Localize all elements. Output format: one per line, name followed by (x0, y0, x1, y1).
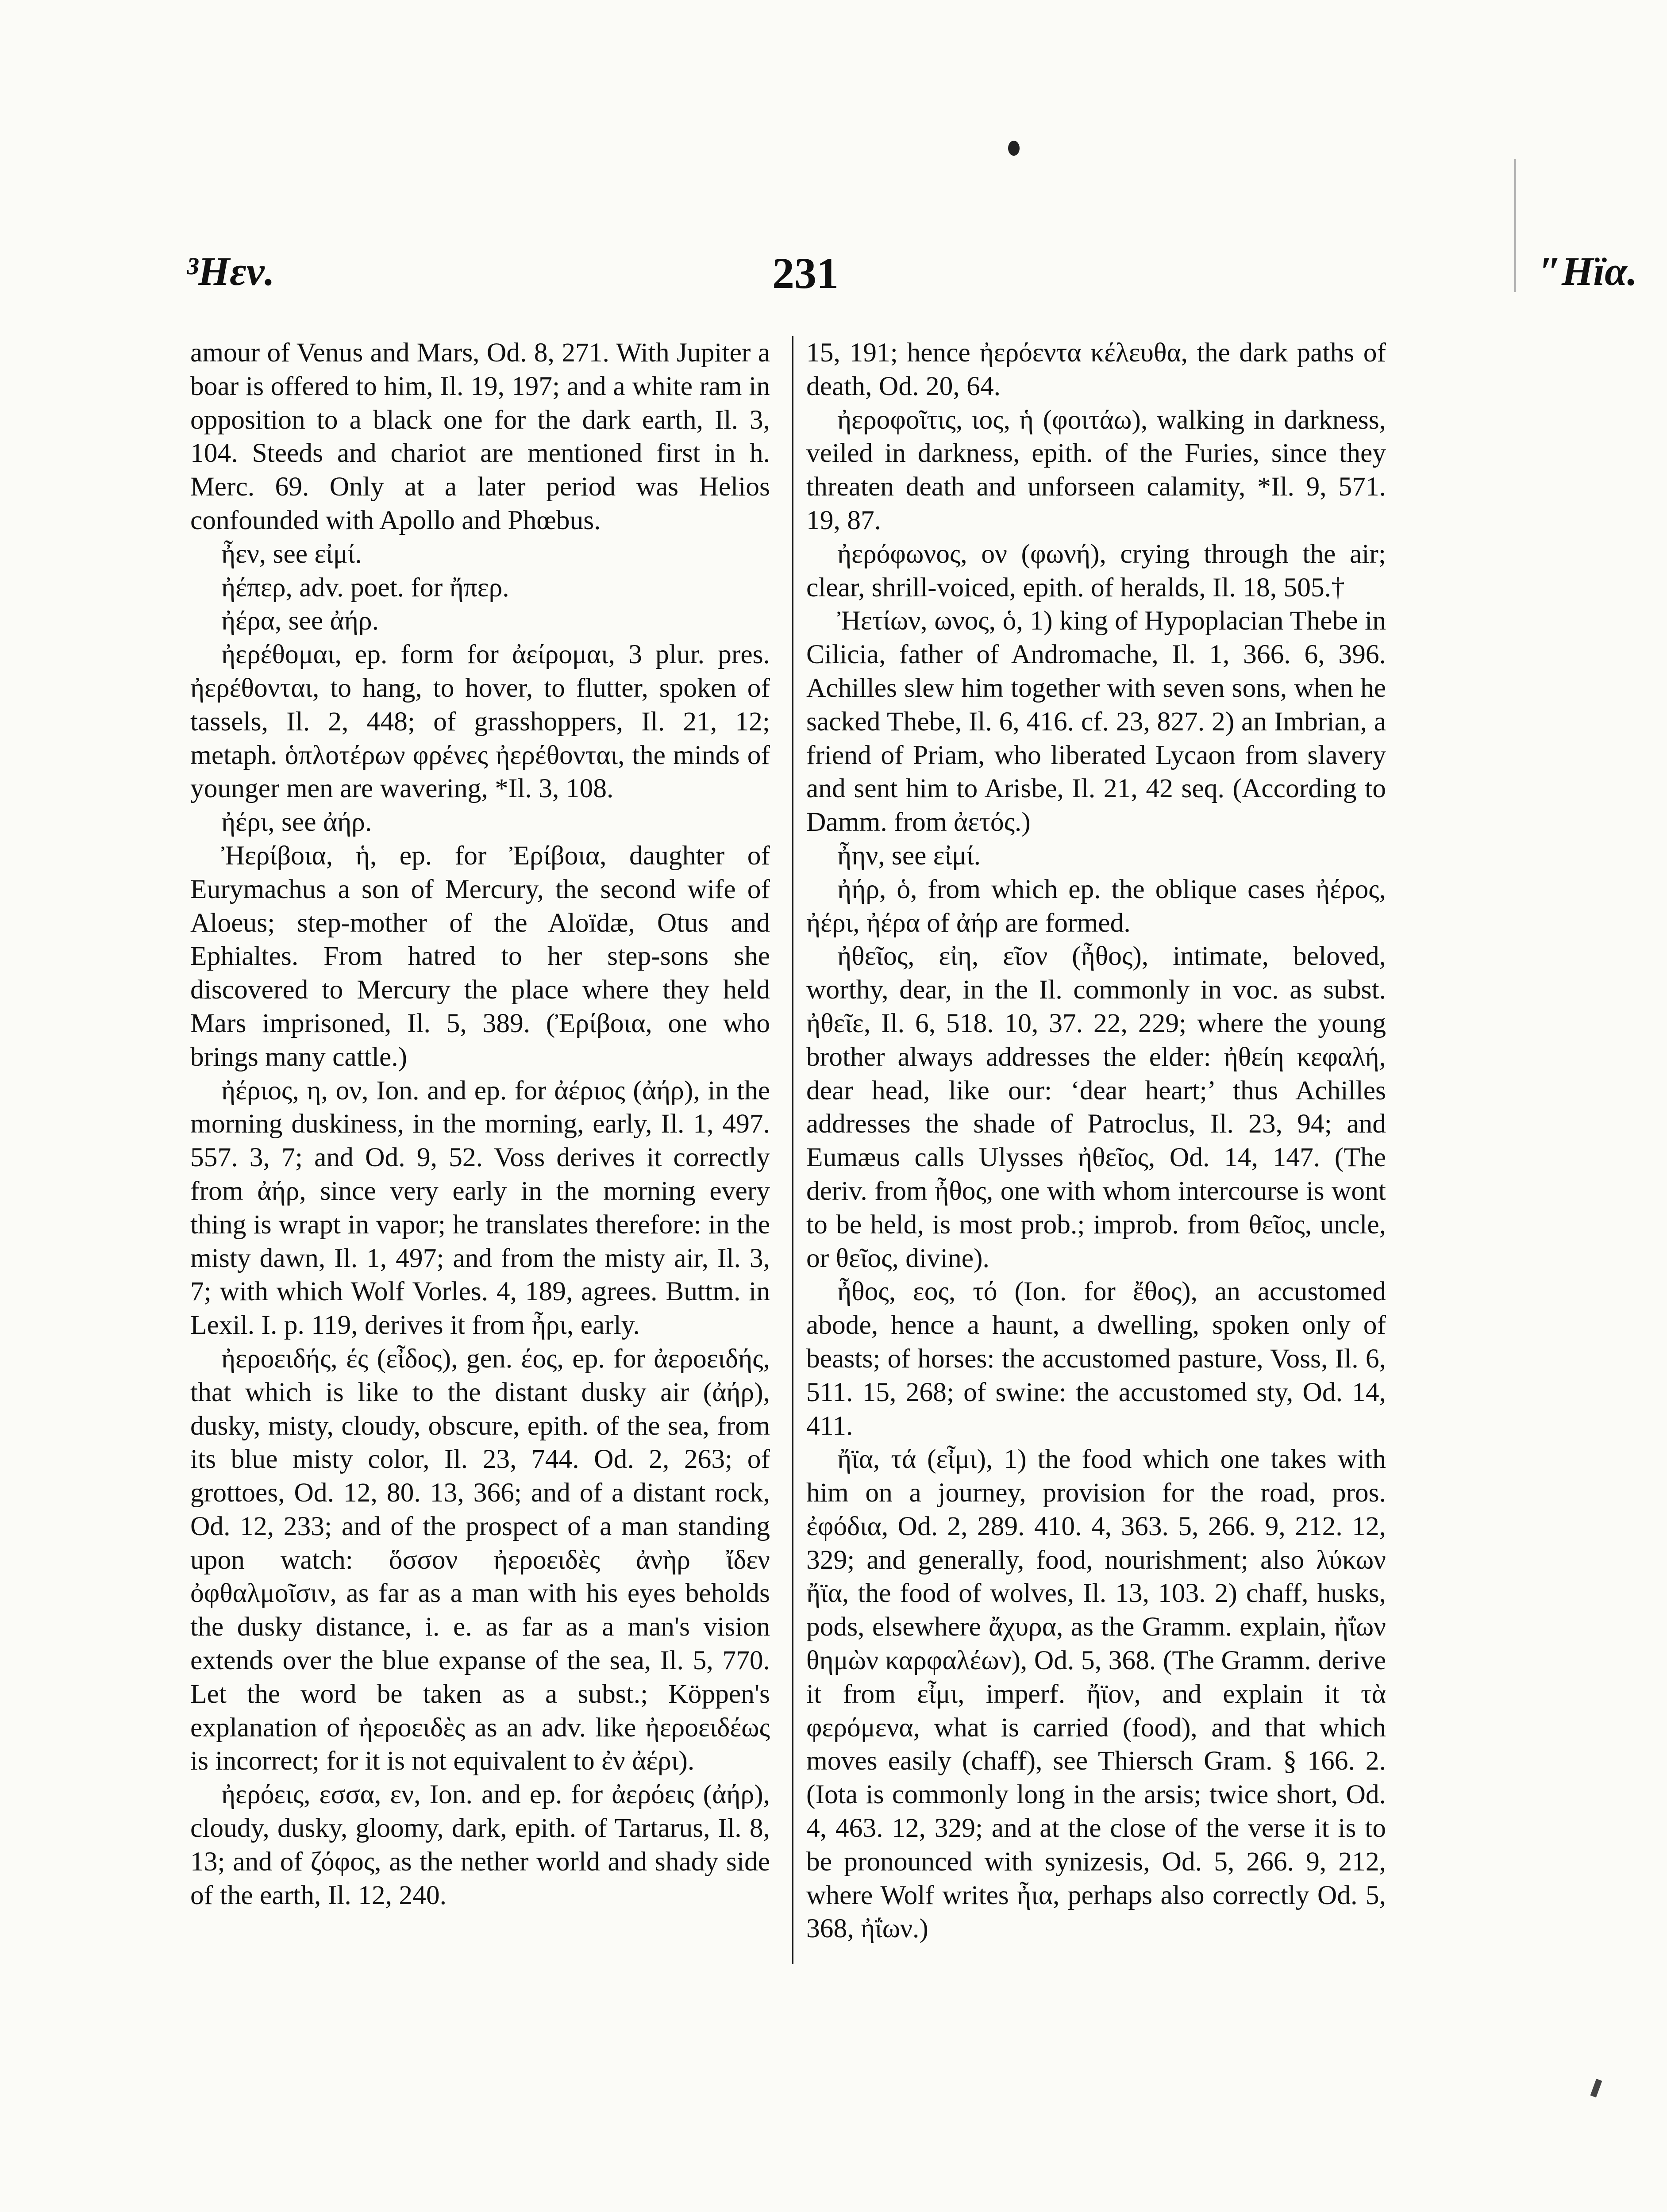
entry: ἠεροειδής, ές (εἶδος), gen. έος, ep. for ἀεροειδής, that which is like to the distant dusky air (ἀήρ), dusky, misty, cloudy, obscure, epith. of the sea, from its blue misty color, Il. 23, 744. Od. 2, 263; of grottoes, Od. 12, 80. 13, 366; and of a distant rock, Od. 12, 233; and of the prospect of a man standing upon watch: ὅσσον ἠεροειδὲς ἀνὴρ ἴδεν ὀφθαλμοῖσιν, as far as a man with his eyes beholds the dusky distance, i. e. as far as a man's vision extends over the blue expanse of the sea, Il. 5, 770. Let the word be taken as a subst.; Köppen's explanation of ἠεροειδὲς as an adv. like ἠεροειδέως is incorrect; for it is not equivalent to ἐν ἀέρι). (190, 1343, 770, 1776)
entry: ἠέριος, η, ον, Ion. and ep. for ἀέριος (ἀήρ), in the morning duskiness, in the morning, early, Il. 1, 497. 557. 3, 7; and Od. 9, 52. Voss derives it correctly from ἀήρ, since very early in the morning every thing is wrapt in vapor; he translates therefore: in the misty dawn, Il. 1, 497; and from the misty air, Il. 3, 7; with which Wolf Vorles. 4, 189, agrees. Buttm. in Lexil. I. p. 119, derives it from ἦρι, early. (190, 1075, 770, 1340)
entry: ἠέρι, see ἀήρ. (221, 807, 372, 837)
right-column (806, 336, 1386, 1946)
header-left-guideword: ³Ηεν. (186, 249, 275, 294)
column-divider (792, 336, 793, 1964)
left-column (190, 336, 770, 1912)
entry: ἠερέθομαι, ep. form for ἀείρομαι, 3 plur. pres. ἠερέθονται, to hang, to hover, to flutter, spoken of tassels, Il. 2, 448; of grasshoppers, Il. 21, 12; metaph. ὁπλοτέρων φρένες ἠερέθονται, the minds of younger men are wavering, *Il. 3, 108. (190, 639, 770, 804)
entry: ἠήρ, ὁ, from which ep. the oblique cases ἠέρος, ἠέρι, ἠέρα of ἀήρ are formed. (806, 874, 1386, 938)
entry: Ἠερίβοια, ἡ, ep. for Ἐρίβοια, daughter of Eurymachus a son of Mercury, the second wife of Aloeus; step-mother of the Aloïdæ, Otus and Ephialtes. From hatred to her step-sons she discovered to Mercury the place where they held Mars imprisoned, Il. 5, 389. (Ἐρίβοια, one who brings many cattle.) (190, 840, 770, 1072)
header-right-guideword: ″Ηϊα. (1539, 249, 1637, 294)
entry: ἤϊα, τά (εἶμι), 1) the food which one takes with him on a journey, provision for the road, pros. ἐφόδια, Od. 2, 289. 410. 4, 363. 5, 266. 9, 212. 12, 329; and generally, food, nourishment; also λύκων ἤϊα, the food of wolves, Il. 13, 103. 2) chaff, husks, pods, elsewhere ἄχυρα, as the Gramm. explain, ἠΐων θημὼν καρφαλέων), Od. 5, 368. (The Gramm. derive it from εἶμι, imperf. ἤϊον, and explain it τὰ φερόμενα, what is carried (food), and that which moves easily (chaff), see Thiersch Gram. § 166. 2. (Iota is commonly long in the arsis; twice short, Od. 4, 463. 12, 329; and at the close of the verse it is to be pronounced with synizesis, Od. 5, 266. 9, 212, where Wolf writes ἦια, perhaps also correctly Od. 5, 368, ἠΐων.) (806, 1444, 1386, 1944)
page-header (186, 248, 1637, 301)
margin-mark (1590, 2079, 1602, 2097)
ink-spot (1008, 141, 1020, 156)
page-number: 231 (772, 249, 839, 298)
entry: ἦθος, εος, τό (Ion. for ἔθος), an accustomed abode, hence a haunt, a dwelling, spoken only of beasts; of horses: the accustomed pasture, Voss, Il. 6, 511. 15, 268; of swine: the accustomed sty, Od. 14, 411. (806, 1276, 1386, 1441)
entry: ἠεροφοῖτις, ιος, ἡ (φοιτάω), walking in darkness, veiled in darkness, epith. of the Furies, since they threaten death and unforseen calamity, *Il. 9, 571. 19, 87. (806, 404, 1386, 535)
entry: ἠθεῖος, εἰη, εῖον (ἦθος), intimate, beloved, worthy, dear, in the Il. commonly in voc. as subst. ἠθεῖε, Il. 6, 518. 10, 37. 22, 229; where the young brother always addresses the elder: ἠθείη κεφαλή, dear head, like our: ‘dear heart;’ thus Achilles addresses the shade of Patroclus, Il. 23, 94; and Eumæus calls Ulysses ἠθεῖος, Od. 14, 147. (The deriv. from ἦθος, one with whom intercourse is wont to be held, is most prob.; improb. from θεῖος, uncle, or θεῖος, divine). (806, 941, 1386, 1273)
entry: 15, 191; hence ἠερόεντα κέλευθα, the dark paths of death, Od. 20, 64. (806, 338, 1386, 401)
entry: ἠερόεις, εσσα, εν, Ion. and ep. for ἀερόεις (ἀήρ), cloudy, dusky, gloomy, dark, epith. of Tartarus, Il. 8, 13; and of ζόφος, as the nether world and shady side of the earth, Il. 12, 240. (190, 1779, 770, 1910)
entry: ἦεν, see εἰμί. (221, 538, 362, 569)
entry: ἦην, see εἰμί. (837, 840, 981, 871)
entry: ἠέρα, see ἀήρ. (221, 606, 379, 636)
entry: ἠερόφωνος, ον (φωνή), crying through the air; clear, shrill-voiced, epith. of heralds, Il. 18, 505.† (806, 538, 1386, 603)
entry: Ἠετίων, ωνος, ὁ, 1) king of Hypoplacian Thebe in Cilicia, father of Andromache, Il. 1, 366. 6, 396. Achilles slew him together with seven sons, when he sacked Thebe, Il. 6, 416. cf. 23, 827. 2) an Imbrian, a friend of Priam, who liberated Lycaon from slavery and sent him to Arisbe, Il. 21, 42 seq. (According to Damm. from ἀετός.) (806, 606, 1386, 837)
entry: amour of Venus and Mars, Od. 8, 271. With Jupiter a boar is offered to him, Il. 19, 197; and a white ram in opposition to a black one for the dark earth, Il. 3, 104. Steeds and chariot are mentioned first in h. Merc. 69. Only at a later period was Helios confounded with Apollo and Phœbus. (190, 338, 770, 535)
entry: ἠέπερ, adv. poet. for ἤπερ. (221, 572, 509, 603)
